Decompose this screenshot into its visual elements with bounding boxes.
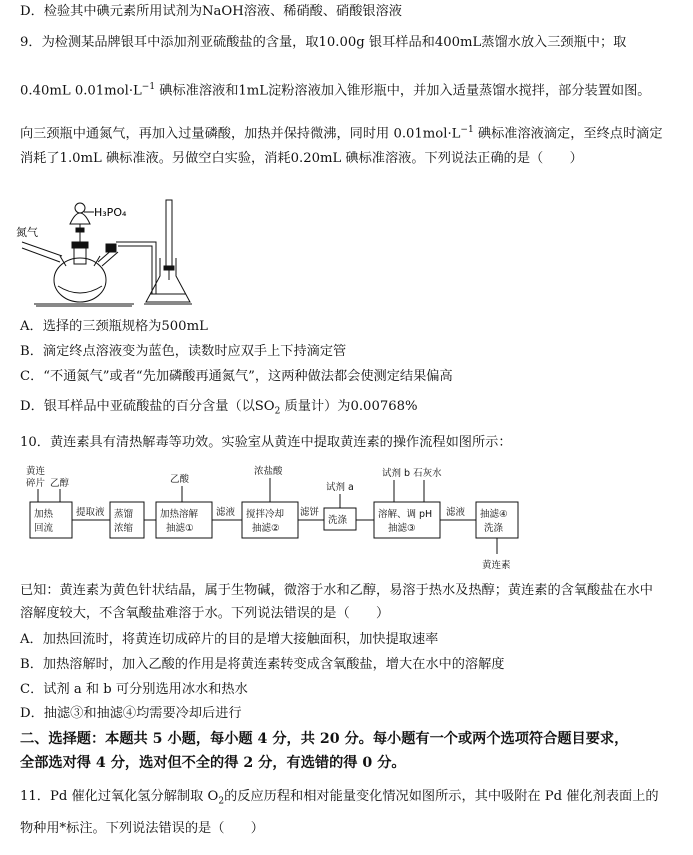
gas-label: 氮气 (16, 226, 38, 239)
svg-text:抽滤①: 抽滤① (166, 523, 194, 534)
flow-arrow-extract: 提取液 (76, 507, 105, 518)
q10-stem: 10．黄连素具有清热解毒等功效。实验室从黄连中提取黄连素的操作流程如图所示： (20, 435, 512, 450)
flow-arrow-filtrate1: 滤液 (216, 507, 236, 518)
q9-option-b: B．滴定终点溶液变为蓝色，读数时应双手上下持滴定管 (20, 344, 347, 359)
q9-stem-line2: 0.40mL $0.01mol\cdot L^{-1}$ 碘标准溶液和1mL淀粉溶液加入锥形瓶中，并加入适量蒸馏水搅拌，部分装置如图。 (20, 82, 651, 99)
q9-stem-line4: 消耗了1.0mL 碘标准液。另做空白实验，消耗0.20mL 碘标准溶液。下列说法正确的是（ ） (20, 151, 583, 166)
q8-option-d: D．检验其中碘元素所用试剂为NaOH溶液、稀硝酸、硝酸银溶液 (20, 4, 402, 19)
svg-text:蒸馏: 蒸馏 (114, 509, 134, 520)
q10-known-line1: 已知：黄连素为黄色针状结晶，属于生物碱，微溶于水和乙醇，易溶于热水及热醇；黄连素的含氧酸盐在水中 (20, 583, 653, 598)
q10-option-b: B．加热溶解时，加入乙酸的作用是将黄连素转变成含氧酸盐，增大在水中的溶解度 (20, 657, 505, 672)
flow-reagent-a: 试剂 a (326, 482, 354, 493)
acid-label: H₃PO₄ (94, 206, 127, 219)
flow-product: 黄连素 (482, 560, 511, 571)
svg-text:浓缩: 浓缩 (114, 523, 134, 534)
q10-option-d: D．抽滤③和抽滤④均需要冷却后进行 (20, 706, 242, 721)
section-2-heading-line1: 二、选择题：本题共 5 小题，每小题 4 分，共 20 分。每小题有一个或两个选项符合题目要求， (20, 731, 629, 747)
svg-text:搅拌冷却: 搅拌冷却 (246, 509, 285, 520)
svg-text:抽滤④: 抽滤④ (480, 509, 508, 520)
svg-text:回流: 回流 (34, 523, 54, 534)
svg-text:抽滤②: 抽滤② (252, 523, 280, 534)
flow-input-ethanol: 乙醇 (50, 478, 70, 489)
q10-known-line2: 溶解度较大，不含氧酸盐难溶于水。下列说法错误的是（ ） (20, 606, 390, 621)
svg-text:洗涤: 洗涤 (484, 523, 504, 534)
q9-stem-line3: 向三颈瓶中通氮气，再加入过量磷酸，加热并保持微沸，同时用 $0.01mol\cdot L^{-1}$ 碘标准溶液滴定，至终点时滴定 (20, 125, 663, 142)
svg-text:加热: 加热 (34, 509, 54, 520)
flow-reagent-hcl: 浓盐酸 (254, 466, 283, 477)
q9-option-c: C．“不通氮气”或者“先加磷酸再通氮气”，这两种做法都会使测定结果偏高 (20, 369, 453, 384)
q10-option-a: A．加热回流时，将黄连切成碎片的目的是增大接触面积，加快提取速率 (20, 632, 439, 647)
q10-option-c: C．试剂 a 和 b 可分别选用冰水和热水 (20, 682, 248, 697)
flow-arrow-cake: 滤饼 (300, 507, 320, 518)
q9-option-d: D．银耳样品中亚硫酸盐的百分含量（以$SO_2$ 质量计）为0.00768% (20, 399, 418, 417)
section-2-heading-line2: 全部选对得 4 分，选对但不全的得 2 分，有选错的得 0 分。 (20, 755, 406, 771)
flow-arrow-filtrate2: 滤液 (446, 507, 466, 518)
q11-stem-line1: 11．Pd 催化过氧化氢分解制取 $O_2$的反应历程和相对能量变化情况如图所示，其中吸附在 Pd 催化剂表面上的 (20, 789, 659, 807)
svg-text:洗涤: 洗涤 (328, 515, 348, 526)
flow-reagent-acetic: 乙酸 (170, 474, 190, 485)
titration-apparatus-figure (14, 196, 194, 308)
svg-text:加热溶解: 加热溶解 (160, 509, 199, 520)
q11-stem-line2: 物种用*标注。下列说法错误的是（ ） (20, 821, 264, 836)
flow-input-huanglian: 黄连 (26, 466, 46, 477)
q9-stem-line1: 9．为检测某品牌银耳中添加剂亚硫酸盐的含量，取10.00g 银耳样品和400mL蒸馏水放入三颈瓶中；取 (20, 35, 627, 50)
flow-input-pieces: 碎片 (26, 478, 46, 489)
flow-reagent-b: 试剂 b 石灰水 (382, 468, 442, 479)
q9-option-a: A．选择的三颈瓶规格为500mL (20, 319, 208, 334)
svg-text:抽滤③: 抽滤③ (388, 523, 416, 534)
svg-text:溶解、调 pH: 溶解、调 pH (378, 509, 433, 520)
extraction-flowchart (20, 464, 560, 574)
